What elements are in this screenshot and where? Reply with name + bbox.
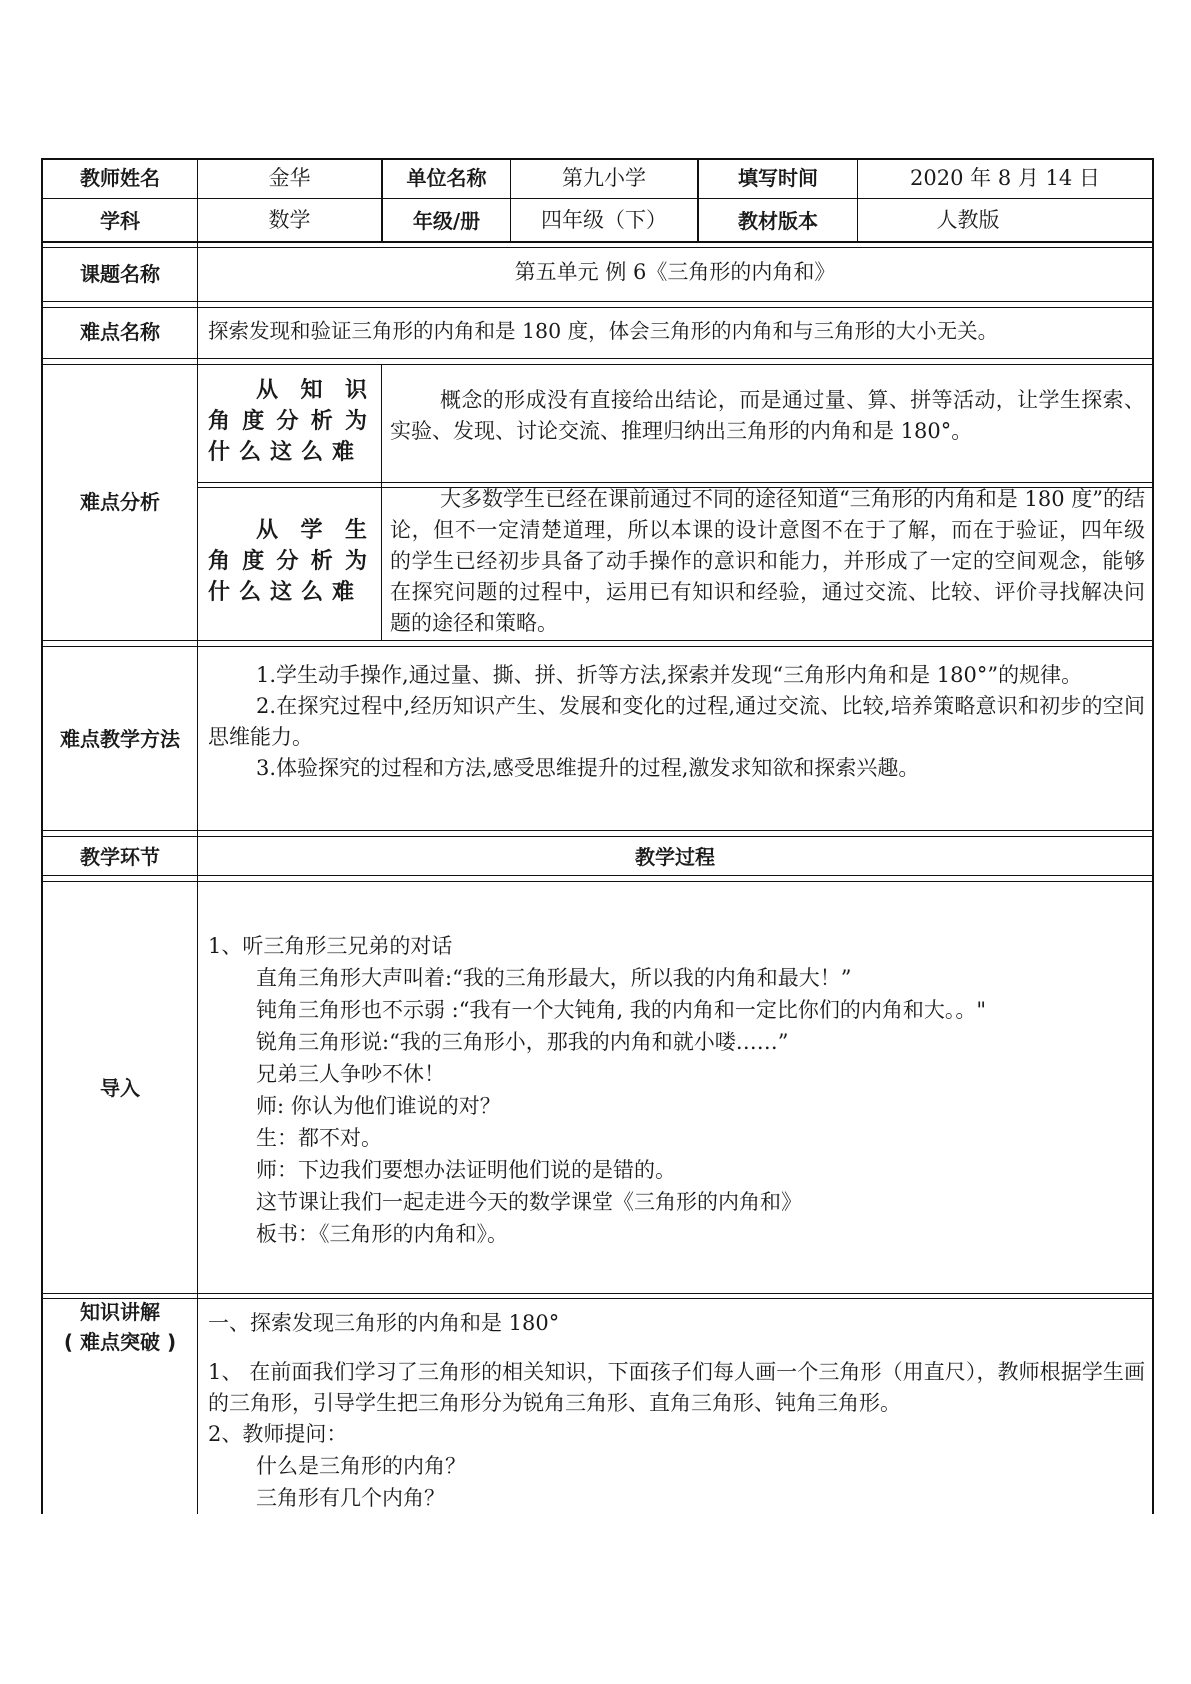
- grade-value: 四年级（下）: [541, 208, 667, 232]
- intro-label: 导入: [100, 1076, 140, 1100]
- method-list: [208, 660, 1145, 784]
- topic-value: 第五单元 例 6《三角形的内角和》: [514, 260, 836, 284]
- rule: [41, 198, 1153, 199]
- question-heading: 2、教师提问：: [208, 1422, 348, 1446]
- rule: [41, 875, 1153, 876]
- rule: [41, 881, 1153, 882]
- rule: [197, 158, 198, 1514]
- grade-label: 年级/册: [412, 209, 481, 233]
- knowledge-para: 1、 在前面我们学习了三角形的相关知识，下面孩子们每人画一个三角形（用直尺），教师根据学生画的三角形，引导学生把三角形分为锐角三角形、直角三角形、钝角三角形。: [208, 1360, 1145, 1415]
- method-label: 难点教学方法: [60, 727, 180, 751]
- rule: [41, 836, 1153, 837]
- process-header: 教学过程: [635, 845, 715, 869]
- teacher-value: 金华: [268, 166, 311, 190]
- knowledge-angle-label: 从知识角度分析为什么这么难: [208, 378, 376, 465]
- method-item: 1.学生动手操作,通过量、撕、拼、折等方法,探索并发现“三角形内角和是 180°”的规律。: [256, 663, 1083, 687]
- analysis-label: 难点分析: [80, 490, 160, 514]
- intro-line: 这节课让我们一起走进今天的数学课堂《三角形的内角和》: [256, 1190, 802, 1214]
- rule: [41, 830, 1153, 831]
- rule: [41, 158, 1153, 160]
- intro-line: 板书：《三角形的内角和》。: [256, 1222, 508, 1246]
- rule: [198, 482, 1153, 483]
- rule: [41, 1293, 1153, 1294]
- rule: [41, 301, 1153, 302]
- rule: [381, 364, 382, 641]
- rule: [41, 364, 1153, 365]
- date-value: 2020 年 8 月 14 日: [910, 166, 1100, 190]
- knowledge-angle-text: 概念的形成没有直接给出结论，而是通过量、算、拼等活动，让学生探索、实验、发现、讨论交流、推理归纳出三角形的内角和是 180°。: [390, 388, 1145, 443]
- date-label: 填写时间: [738, 166, 818, 190]
- unit-label: 单位名称: [406, 166, 487, 190]
- student-angle-text: 大多数学生已经在课前通过不同的途径知道“三角形的内角和是 180 度”的结论，但不一定清楚道理，所以本课的设计意图不在于了解，而在于验证，四年级的学生已经初步具备了动手操作的意识和能力，并形成了一定的空间观念，能够在探究问题的过程中，运用已有知识和经验，通过交流、比较、评价寻找解决问题的途径和策略。: [390, 487, 1145, 635]
- intro-line: 锐角三角形说:“我的三角形小，那我的内角和就小喽……”: [256, 1030, 789, 1054]
- subject-label: 学科: [100, 209, 140, 233]
- method-item: 2.在探究过程中,经历知识产生、发展和变化的过程,通过交流、比较,培养策略意识和初步的空间思维能力。: [208, 694, 1145, 749]
- rule: [41, 241, 1153, 243]
- method-item: 3.体验探究的过程和方法,感受思维提升的过程,激发求知欲和探索兴趣。: [256, 756, 920, 780]
- rule: [1152, 158, 1154, 1514]
- intro-line: 1、听三角形三兄弟的对话: [208, 934, 453, 958]
- intro-line: 钝角三角形也不示弱 :“我有一个大钝角, 我的内角和一定比你们的内角和大。。": [256, 998, 986, 1022]
- difficulty-value: 探索发现和验证三角形的内角和是 180 度，体会三角形的内角和与三角形的大小无关。: [208, 319, 999, 343]
- intro-line: 兄弟三人争吵不休！: [256, 1062, 445, 1086]
- question-item: 三角形有几个内角？: [256, 1486, 445, 1510]
- difficulty-label: 难点名称: [80, 320, 160, 344]
- rule: [41, 646, 1153, 647]
- subject-value: 数学: [268, 208, 311, 232]
- stage-header: 教学环节: [80, 845, 160, 869]
- rule: [41, 358, 1153, 359]
- topic-label: 课题名称: [80, 262, 160, 286]
- knowledge-label-sub: ( 难点突破 ): [63, 1330, 177, 1354]
- rule: [41, 640, 1153, 641]
- edition-value: 人教版: [936, 208, 1000, 232]
- unit-value: 第九小学: [562, 166, 646, 190]
- knowledge-label: 知识讲解: [80, 1300, 160, 1324]
- rule: [41, 307, 1153, 308]
- intro-line: 师: 你认为他们谁说的对？: [256, 1094, 501, 1118]
- knowledge-heading: 一、探索发现三角形的内角和是 180°: [208, 1311, 560, 1335]
- question-item: 什么是三角形的内角？: [256, 1454, 466, 1478]
- edition-label: 教材版本: [738, 209, 818, 233]
- intro-line: 生：都不对。: [256, 1126, 382, 1150]
- rule: [41, 1298, 1153, 1299]
- intro-line: 师：下边我们要想办法证明他们说的是错的。: [256, 1158, 676, 1182]
- intro-dialogue: [208, 930, 1143, 1250]
- rule: [41, 247, 1153, 248]
- teacher-label: 教师姓名: [80, 166, 160, 190]
- student-angle-label: 从学生角度分析为什么这么难: [208, 518, 376, 605]
- intro-line: 直角三角形大声叫着:“我的三角形最大，所以我的内角和最大！”: [256, 966, 852, 990]
